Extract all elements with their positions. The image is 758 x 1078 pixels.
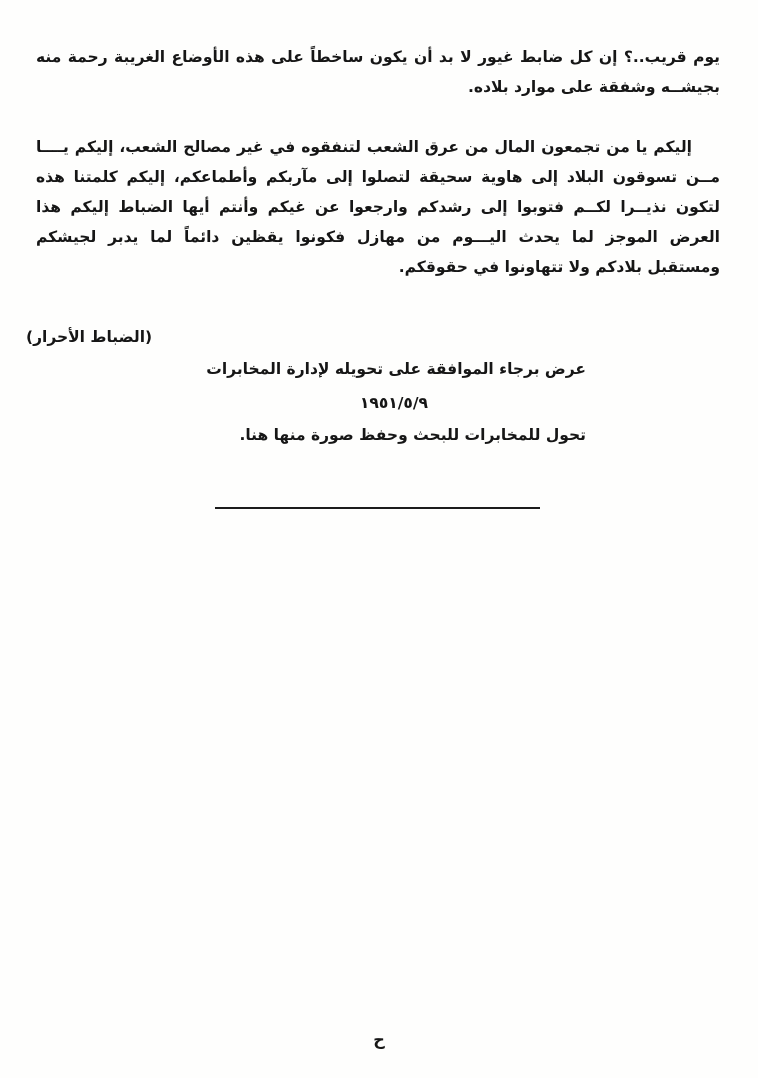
paragraph-address-to-officers: إليكم يا من تجمعون المال من عرق الشعب لتنفقوه في غير مصالح الشعب، إليكم يــــا مــن تسوقون البلاد إلى هاوية سحيقة لتصلوا إلى مآربكم وأطماعكم، إليكم كلمتنا هذه لتكون نذيــرا لكــم فتوبوا إلى رشدكم وارجعوا عن غيكم وأنتم أيها الضباط إليكم هذا العرض الموجز لما يحدث اليـــوم من مهازل فكونوا يقظين دائماً لما يدبر لجيشكم ومستقبل بلادكم ولا تتهاونوا في حقوقكم. xyxy=(36,138,720,276)
routing-note-line2: تحول للمخابرات للبحث وحفظ صورة منها هنا. xyxy=(239,426,586,444)
paragraph-opening: يوم قريب..؟ إن كل ضابط غيور لا بد أن يكون ساخطاً على هذه الأوضاع الغريبة رحمة منه بجيشــه وشفقة على موارد بلاده. xyxy=(36,48,720,96)
signature-free-officers: (الضباط الأحرار) xyxy=(26,328,153,346)
routing-note-line1: عرض برجاء الموافقة على تحويله لإدارة المخابرات xyxy=(206,360,586,378)
document-date: ١٩٥١/٥/٩ xyxy=(359,394,428,412)
page-number: ح xyxy=(373,1030,385,1049)
signature-line xyxy=(215,507,540,509)
